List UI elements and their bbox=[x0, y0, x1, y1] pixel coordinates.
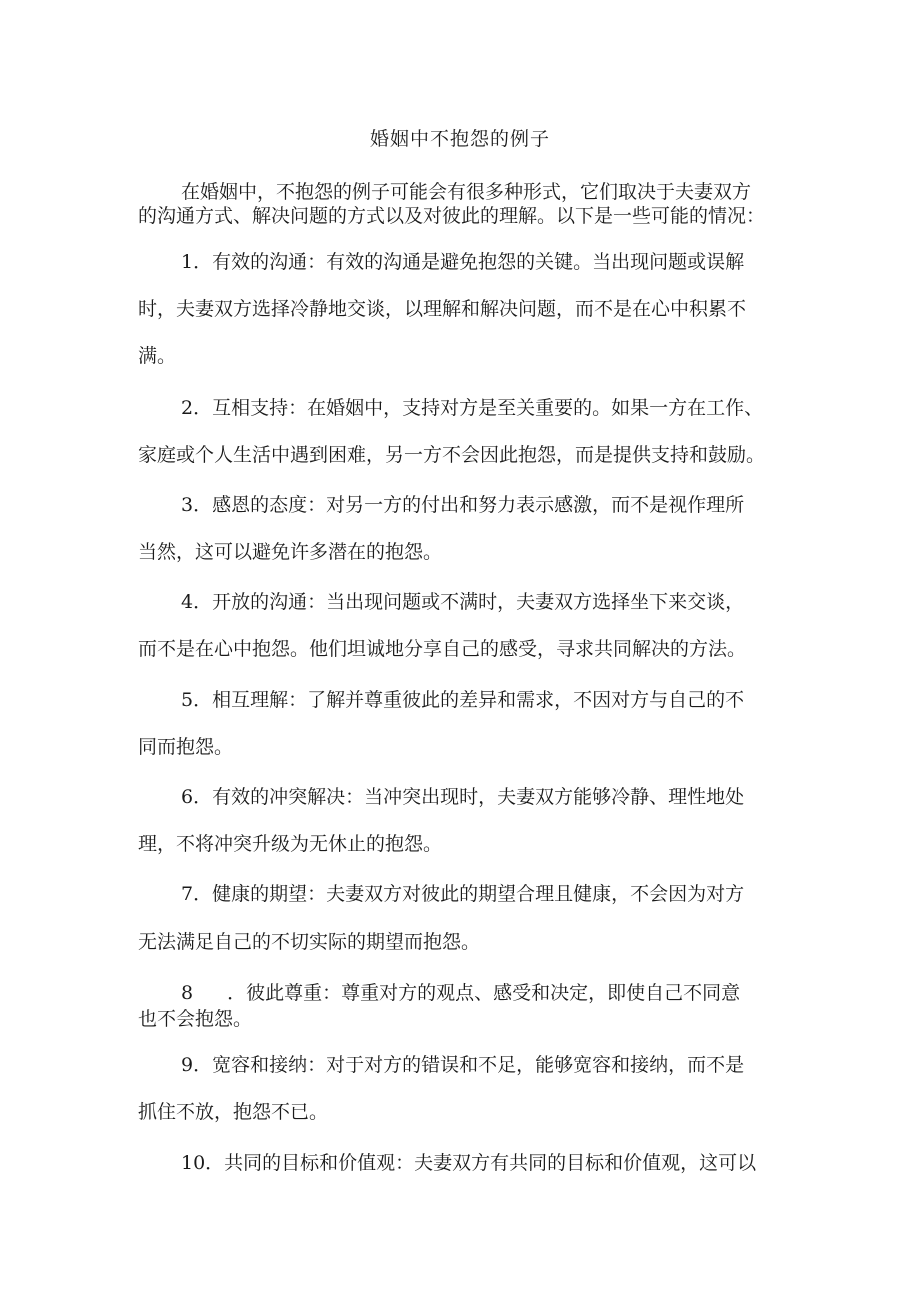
item-2-line-1: 2．互相支持：在婚姻中，支持对方是至关重要的。如果一方在工作、 bbox=[181, 397, 764, 419]
item-1-line-3: 满。 bbox=[138, 345, 177, 367]
item-8-number: 8 bbox=[181, 982, 194, 1004]
item-6-line-2: 理，不将冲突升级为无休止的抱怨。 bbox=[138, 833, 443, 855]
item-8-line-2: 也不会抱怨。 bbox=[138, 1008, 253, 1030]
intro-line-2: 的沟通方式、解决问题的方式以及对彼此的理解。以下是一些可能的情况： bbox=[138, 205, 766, 227]
intro-line-1: 在婚姻中，不抱怨的例子可能会有很多种形式，它们取决于夫妻双方 bbox=[181, 181, 752, 203]
item-10-line-1: 10．共同的目标和价值观：夫妻双方有共同的目标和价值观，这可以 bbox=[181, 1152, 757, 1174]
item-6-line-1: 6．有效的冲突解决：当冲突出现时，夫妻双方能够冷静、理性地处 bbox=[181, 786, 745, 808]
item-1-line-1: 1．有效的沟通：有效的沟通是避免抱怨的关键。当出现问题或误解 bbox=[181, 251, 745, 273]
item-5-line-2: 同而抱怨。 bbox=[138, 736, 234, 758]
item-2-line-2: 家庭或个人生活中遇到困难，另一方不会因此抱怨，而是提供支持和鼓励。 bbox=[138, 444, 766, 466]
document-title: 婚姻中不抱怨的例子 bbox=[369, 128, 550, 150]
item-5-line-1: 5．相互理解：了解并尊重彼此的差异和需求，不因对方与自己的不 bbox=[181, 689, 745, 711]
item-7-line-2: 无法满足自己的不切实际的期望而抱怨。 bbox=[138, 931, 481, 953]
item-4-line-1: 4．开放的沟通：当出现问题或不满时，夫妻双方选择坐下来交谈， bbox=[181, 591, 745, 613]
item-9-line-1: 9．宽容和接纳：对于对方的错误和不足，能够宽容和接纳，而不是 bbox=[181, 1054, 745, 1076]
item-8-text: ．彼此尊重：尊重对方的观点、感受和决定，即使自己不同意 bbox=[227, 982, 741, 1004]
item-7-line-1: 7．健康的期望：夫妻双方对彼此的期望合理且健康，不会因为对方 bbox=[181, 883, 745, 905]
item-4-line-2: 而不是在心中抱怨。他们坦诚地分享自己的感受，寻求共同解决的方法。 bbox=[138, 638, 747, 660]
item-9-line-2: 抓住不放，抱怨不已。 bbox=[138, 1101, 329, 1123]
item-1-line-2: 时，夫妻双方选择冷静地交谈，以理解和解决问题，而不是在心中积累不 bbox=[138, 298, 747, 320]
item-3-line-2: 当然，这可以避免许多潜在的抱怨。 bbox=[138, 541, 443, 563]
item-8-line-1 bbox=[181, 981, 740, 1005]
item-3-line-1: 3．感恩的态度：对另一方的付出和努力表示感激，而不是视作理所 bbox=[181, 494, 745, 516]
